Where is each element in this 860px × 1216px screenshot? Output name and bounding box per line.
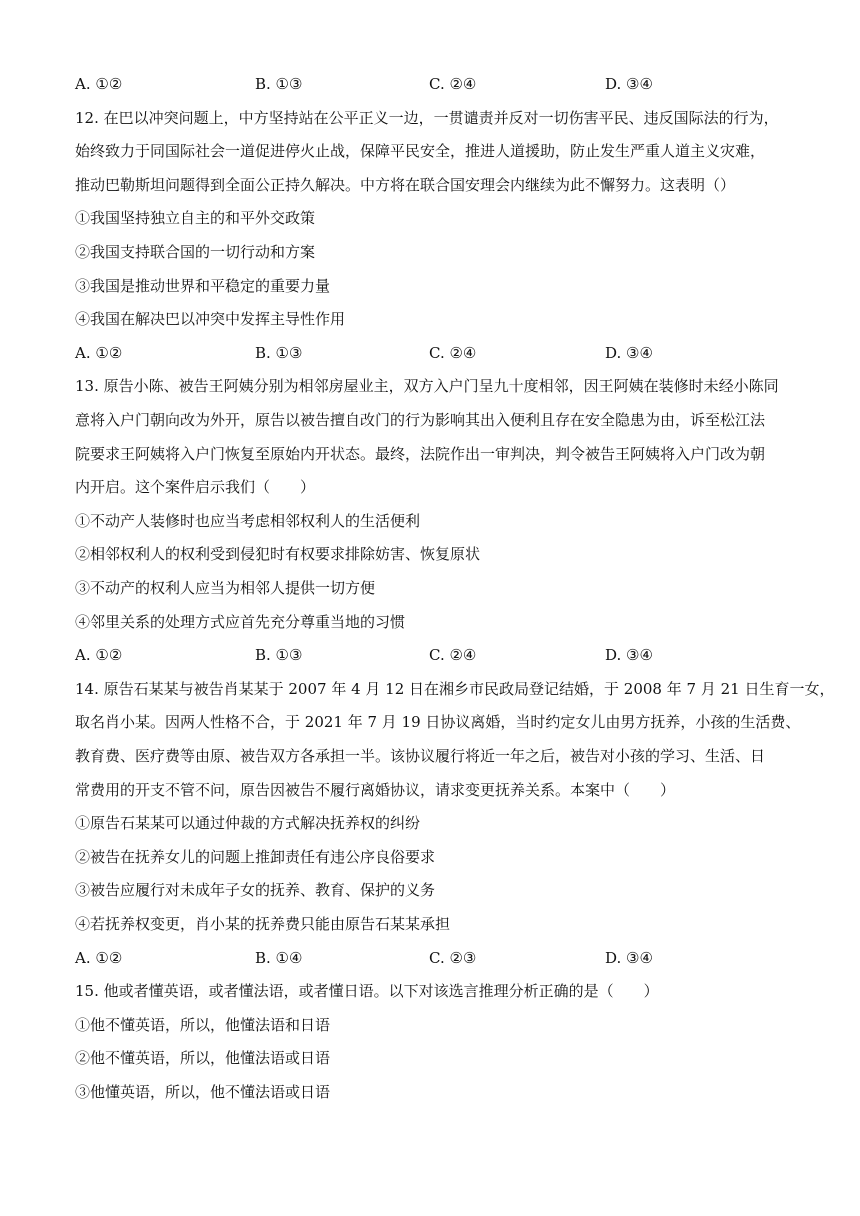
answer-options-row	[75, 74, 795, 94]
text-line: 常费用的开支不管不问，原告因被告不履行离婚协议，请求变更抚养关系。本案中（ ）	[75, 781, 676, 799]
text-line: ①不动产人装修时也应当考虑相邻权利人的生活便利	[75, 512, 421, 530]
text-line: 教育费、医疗费等由原、被告双方各承担一半。该协议履行将近一年之后，被告对小孩的学习、生活、日	[75, 747, 766, 765]
answer-option: B. ①④	[255, 949, 303, 967]
answer-option: C. ②④	[429, 75, 477, 93]
answer-options-row	[75, 948, 795, 968]
answer-option: D. ③④	[605, 949, 653, 967]
answer-option: D. ③④	[605, 75, 653, 93]
text-line: ④邻里关系的处理方式应首先充分尊重当地的习惯	[75, 613, 406, 631]
text-line: ②被告在抚养女儿的问题上推卸责任有违公序良俗要求	[75, 848, 436, 866]
answer-option: A. ①②	[75, 344, 123, 362]
answer-option: C. ②④	[429, 646, 477, 664]
text-line: 推动巴勒斯坦问题得到全面公正持久解决。中方将在联合国安理会内继续为此不懈努力。这表明（）	[75, 176, 736, 194]
text-line: ①他不懂英语，所以，他懂法语和日语	[75, 1016, 331, 1034]
text-line: 内开启。这个案件启示我们（ ）	[75, 478, 316, 496]
text-line: ③被告应履行对未成年子女的抚养、教育、保护的义务	[75, 881, 436, 899]
text-line: ①我国坚持独立自主的和平外交政策	[75, 209, 316, 227]
answer-option: A. ①②	[75, 949, 123, 967]
answer-option: A. ①②	[75, 646, 123, 664]
text-line: ①原告石某某可以通过仲裁的方式解决抚养权的纠纷	[75, 814, 421, 832]
answer-option: C. ②③	[429, 949, 477, 967]
text-line: 始终致力于同国际社会一道促进停火止战，保障平民安全，推进人道援助，防止发生严重人道主义灾难，	[75, 142, 766, 160]
text-line: 13. 原告小陈、被告王阿姨分别为相邻房屋业主，双方入户门呈九十度相邻，因王阿姨在装修时未经小陈同	[75, 377, 779, 395]
answer-option: A. ①②	[75, 75, 123, 93]
text-line: ④若抚养权变更，肖小某的抚养费只能由原告石某某承担	[75, 915, 451, 933]
text-line: 15. 他或者懂英语，或者懂法语，或者懂日语。以下对该选言推理分析正确的是（ ）	[75, 982, 659, 1000]
text-line: ③他懂英语，所以，他不懂法语或日语	[75, 1083, 331, 1101]
text-line: ③不动产的权利人应当为相邻人提供一切方便	[75, 579, 376, 597]
text-line: ②相邻权利人的权利受到侵犯时有权要求排除妨害、恢复原状	[75, 545, 481, 563]
text-line: ②他不懂英语，所以，他懂法语或日语	[75, 1049, 331, 1067]
text-line: 12. 在巴以冲突问题上，中方坚持站在公平正义一边，一贯谴责并反对一切伤害平民、违反国际法的行为，	[75, 109, 779, 127]
answer-options-row	[75, 343, 795, 363]
text-line: ②我国支持联合国的一切行动和方案	[75, 243, 316, 261]
answer-option: D. ③④	[605, 344, 653, 362]
answer-option: B. ①③	[255, 75, 303, 93]
answer-options-row	[75, 645, 795, 665]
text-line: 院要求王阿姨将入户门恢复至原始内开状态。最终，法院作出一审判决，判令被告王阿姨将入户门改为朝	[75, 445, 766, 463]
answer-option: C. ②④	[429, 344, 477, 362]
answer-option: B. ①③	[255, 344, 303, 362]
answer-option: B. ①③	[255, 646, 303, 664]
text-line: 意将入户门朝向改为外开，原告以被告擅自改门的行为影响其出入便利且存在安全隐患为由，诉至松江法	[75, 411, 766, 429]
answer-option: D. ③④	[605, 646, 653, 664]
text-line: 14. 原告石某某与被告肖某某于 2007 年 4 月 12 日在湘乡市民政局登记结婚，于 2008 年 7 月 21 日生育一女，	[75, 680, 835, 698]
text-line: 取名肖小某。因两人性格不合，于 2021 年 7 月 19 日协议离婚，当时约定女儿由男方抚养，小孩的生活费、	[75, 713, 801, 731]
text-line: ④我国在解决巴以冲突中发挥主导性作用	[75, 310, 346, 328]
text-line: ③我国是推动世界和平稳定的重要力量	[75, 277, 331, 295]
